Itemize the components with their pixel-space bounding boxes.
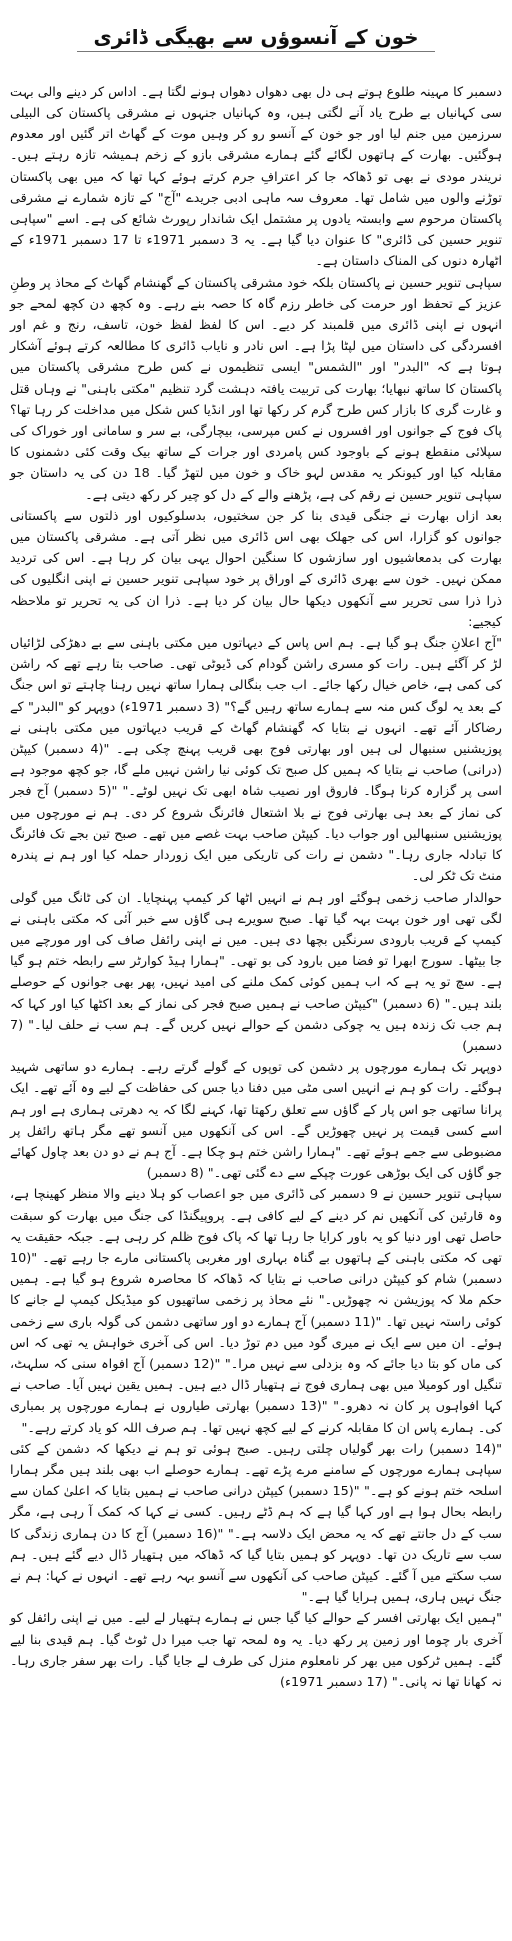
article-body [10,82,502,1693]
article-paragraph: سپاہی تنویر حسین نے پاکستان بلکہ خود مشرقی پاکستان کے گھنشام گھاٹ کے محاذ پر وطنِ عزیز کے تحفظ اور حرمت کی خاطر رزم گاہ کا حصہ بنے رہے۔ وہ کچھ دن کچھ لمحے جو انہوں نے اپنی ڈائری میں قلمبند کر دیے۔ اس کا لفظ لفظ خون، تاسف، رنج و غم اور افسردگی کی داستان میں لپٹا پڑا ہے۔ اس نادر و نایاب ڈائری کا مطالعہ کرتے ہوئے آشکار ہوتا ہے کہ "البدر" اور "الشمس" ایسی تنظیموں نے کس طرح مشرقی پاکستان میں پاکستان کا ساتھ نبھایا؛ بھارت کی تربیت یافتہ دہشت گرد تنظیم "مکتی باہنی" نے وہاں قتل و غارت گری کا بازار کس طرح گرم کر رکھا تھا اور انڈیا کس شکل میں مداخلت کر رہا تھا؟ پاک فوج کے جوانوں اور افسروں نے کس مپرسی، بیچارگی، بے سر و سامانی اور خوراک کی سپلائی منقطع ہونے کے باوجود کس پامردی اور جرات کے ساتھ بیک وقت کئی دشمنوں کا مقابلہ کیا اور کیونکر یہ مقدس لہو خاک و خون میں لتھڑ گیا۔ 18 دن کی یہ داستان جو سپاہی تنویر حسین نے رقم کی ہے، پڑھنے والے کے دل کو چیر کر رکھ دیتی ہے۔ [10,275,502,503]
article-paragraph: "(14 دسمبر) رات بھر گولیاں چلتی رہیں۔ صبح ہوئی تو ہم نے دیکھا کہ دشمن کے کئی سپاہی ہمارے مورچوں کے سامنے مرے پڑے تھے۔ ہمارے حوصلے اب بھی بلند ہیں مگر ہمارا اسلحہ ختم ہونے کو ہے۔" "(15 دسمبر) کیپٹن درانی صاحب نے ہمیں بتایا کہ اعلیٰ کمان سے رابطہ بحال ہوا ہے اور کہا گیا ہے کہ ہم ڈٹے رہیں۔ کسی نے کہا کہ کمک آ رہی ہے، مگر سب کے دل جانتے تھے کہ یہ محض ایک دلاسہ ہے۔" "(16 دسمبر) آج کا دن ہماری زندگی کا سب سے تاریک دن تھا۔ دوپہر کو ہمیں بتایا گیا کہ ڈھاکہ میں ہتھیار ڈال دیے گئے ہیں۔ ہم سب سکتے میں آ گئے۔ کیپٹن صاحب کی آنکھوں سے آنسو بہہ رہے تھے۔ انہوں نے کہا: ہم نے جنگ نہیں ہاری، ہمیں ہرایا گیا ہے۔" [10,1441,502,1606]
article-paragraph: سپاہی تنویر حسین نے 9 دسمبر کی ڈائری میں جو اعصاب کو ہلا دینے والا منظر کھینچا ہے، وہ قارئین کی آنکھیں نم کر دینے کے لیے کافی ہے۔ پروپیگنڈا کی جنگ میں بھارت کو سبقت حاصل تھی اور دنیا کو یہ باور کرایا جا رہا تھا کہ پاک فوج ظلم کر رہی ہے۔ جبکہ حقیقت یہ تھی کہ مکتی باہنی کے ہاتھوں بے گناہ بہاری اور مغربی پاکستانی مارے جا رہے تھے۔ "(10 دسمبر) شام کو کیپٹن درانی صاحب نے بتایا کہ ڈھاکہ کا محاصرہ شروع ہو گیا ہے۔ ہمیں حکم ملا کہ پوزیشن نہ چھوڑیں۔" نئے محاذ پر زخمی ساتھیوں کو میڈیکل کیمپ لے جانے کا کوئی راستہ نہیں تھا۔ "(11 دسمبر) آج ہمارے دو اور ساتھی دشمن کی گولہ باری سے زخمی ہوئے۔ ان میں سے ایک نے میری گود میں دم توڑ دیا۔ اس کی آخری خواہش یہ تھی کہ اس کی ماں کو بتا دیا جائے کہ وہ بزدلی سے نہیں مرا۔" "(12 دسمبر) آج افواہ سنی کہ سلہٹ، تنگیل اور کومیلا میں بھی ہماری فوج نے ہتھیار ڈال دیے ہیں۔ ہمیں یقین نہیں آیا۔ صاحب نے کہا افواہوں پر کان نہ دھرو۔" "(13 دسمبر) بھارتی طیاروں نے ہمارے مورچوں پر بمباری کی۔ ہمارے پاس ان کا مقابلہ کرنے کے لیے کچھ نہیں تھا۔ ہم صرف اللہ کو یاد کرتے رہے۔" [10,1187,503,1436]
headline-container [10,10,502,66]
article-paragraph: دسمبر کا مہینہ طلوع ہوتے ہی دل بھی دھواں دھواں ہونے لگتا ہے۔ اداس کر دینے والی بہت سی کہانیاں بے طرح یاد آنے لگتی ہیں، وہ کہانیاں جنہوں نے مشرقی پاکستان کی البیلی سرزمین میں جنم لیا اور جو خون کے آنسو رو کر وہیں موت کے گھاٹ اتر گئیں اور معدوم ہوگئیں۔ بھارت کے ہاتھوں لگائے گئے ہمارے مشرقی بازو کے زخم ہمیشہ تازہ رہتے ہیں۔ نریندر مودی نے بھی تو ڈھاکہ جا کر اعترافِ جرم کرتے ہوئے کہا تھا کہ میں بھی پاکستان توڑنے والوں میں شامل تھا۔ معروف سہ ماہی ادبی جریدے "آج" کے تازہ شمارے نے مشرقی پاکستان مرحوم سے وابستہ یادوں پر مشتمل ایک شاندار رپورٹ شائع کی ہے۔ اسے "سپاہی تنویر حسین کی ڈائری" کا عنوان دیا گیا ہے۔ یہ 3 دسمبر 1971ء تا 17 دسمبر 1971ء کے اٹھارہ دنوں کی المناک داستان ہے۔ [10,84,502,270]
article-paragraph: "ہمیں ایک بھارتی افسر کے حوالے کیا گیا جس نے ہمارے ہتھیار لے لیے۔ میں نے اپنی رائفل کو آخری بار چوما اور زمین پر رکھ دیا۔ یہ وہ لمحہ تھا جب میرا دل ٹوٹ گیا۔ ہم قیدی بنا لیے گئے۔ ہمیں ٹرکوں میں بھر کر نامعلوم منزل کی طرف لے جایا گیا۔ رات بھر سفر جاری رہا۔ نہ کھانا تھا نہ پانی۔" (17 دسمبر 1971ء) [10,1611,502,1691]
article-paragraph: دوپہر تک ہمارے مورچوں پر دشمن کی توپوں کے گولے گرتے رہے۔ ہمارے دو ساتھی شہید ہوگئے۔ رات کو ہم نے انہیں اسی مٹی میں دفنا دیا جس کی حفاظت کے لیے وہ آئے تھے۔ ایک پرانا ساتھی جو اس پار کے گاؤں سے تعلق رکھتا تھا، کہنے لگا کہ یہ دھرتی ہماری ہے اور ہم اسے کسی قیمت پر نہیں چھوڑیں گے۔ اس کی آنکھوں میں آنسو تھے مگر ہاتھ رائفل پر مضبوطی سے جمے ہوئے تھے۔ "ہمارا راشن ختم ہو چکا ہے۔ آج ہم نے دو دن بعد چاول کھائے جو گاؤں کی ایک بوڑھی عورت چپکے سے دے گئی تھی۔" (8 دسمبر) [10,1060,502,1182]
article-paragraph: بعد ازاں بھارت نے جنگی قیدی بنا کر جن سختیوں، بدسلوکیوں اور ذلتوں سے پاکستانی جوانوں کو گزارا، اس کی جھلک بھی اس ڈائری میں نظر آتی ہے۔ مشرقی پاکستان میں بھارت کی بدمعاشیوں اور سازشوں کا سنگین احوال یہی بیان کر رہا ہے۔ اس کی تردید ممکن نہیں۔ خون سے بھری ڈائری کے اوراق پر خود سپاہی تنویر حسین نے اپنی انگلیوں کی ذرا ذرا سی تحریر سے آنکھوں دیکھا حال بیان کر دیا ہے۔ ذرا ان کی یہ تحریر تو ملاحظہ کیجیے: [10,508,502,630]
article-paragraph: حوالدار صاحب زخمی ہوگئے اور ہم نے انہیں اٹھا کر کیمپ پہنچایا۔ ان کی ٹانگ میں گولی لگی تھی اور خون بہت بہہ گیا تھا۔ صبح سویرے ہی گاؤں سے خبر آئی کہ مکتی باہنی نے کیمپ کے قریب بارودی سرنگیں بچھا دی ہیں۔ میں نے اپنی رائفل صاف کی اور مورچے میں جا بیٹھا۔ سورج ابھرا تو فضا میں بارود کی بو تھی۔ "ہمارا ہیڈ کوارٹر سے رابطہ ختم ہو گیا ہے۔ سچ تو یہ ہے کہ اب ہمیں کوئی کمک ملنے کی امید نہیں، پھر بھی جوانوں کے حوصلے بلند ہیں۔" (6 دسمبر) "کیپٹن صاحب نے ہمیں صبح فجر کی نماز کے بعد اکٹھا کیا اور کہا کہ ہم جب تک زندہ ہیں یہ چوکی دشمن کے حوالے نہیں کریں گے۔ ہم سب نے حلف لیا۔" (7 دسمبر) [10,890,502,1054]
article-headline: خون کے آنسوؤں سے بھیگی ڈائری [77,23,434,52]
article-paragraph: "آج اعلانِ جنگ ہو گیا ہے۔ ہم اس پاس کے دیہاتوں میں مکتی باہنی سے بے دھڑکی لڑائیاں لڑ کر آگئے ہیں۔ رات کو مسری راشن گودام کی ڈیوٹی تھی۔ صاحب بتا رہے تھے کہ راشن کی کمی ہے، خاص خیال رکھا جائے۔ اب جب بنگالی ہمارا ساتھ نہیں رہنا چاہتے تو اس جنگ کے بعد یہ لوگ کس منہ سے ہمارے ساتھ رہیں گے؟" (3 دسمبر 1971ء) دوپہر کو "البدر" کے رضاکار آئے تھے۔ انہوں نے بتایا کہ گھنشام گھاٹ کے قریب دیہاتوں میں مکتی باہنی نے پوزیشنیں سنبھال لی ہیں اور بھارتی فوج بھی قریب پہنچ چکی ہے۔ "(4 دسمبر) کیپٹن (درانی) صاحب نے بتایا کہ ہمیں کل صبح تک کوئی نیا راشن نہیں ملے گا، جو کچھ موجود ہے اسی پر گزارہ کرنا ہوگا۔ فاروق اور نصیب شاہ ابھی تک نہیں لوٹے۔" "(5 دسمبر) آج فجر کی نماز کے بعد ہی بھارتی فوج نے بلا اشتعال فائرنگ شروع کر دی۔ ہم نے مورچوں میں پوزیشنیں سنبھالیں اور جواب دیا۔ کیپٹن صاحب بہت غصے میں تھے۔ صبح تین بجے تک فائرنگ کا تبادلہ جاری رہا۔" دشمن نے رات کی تاریکی میں ایک زوردار حملہ کیا اور ہم نے پندرہ منٹ تک ٹکر لی۔ [10,636,502,885]
